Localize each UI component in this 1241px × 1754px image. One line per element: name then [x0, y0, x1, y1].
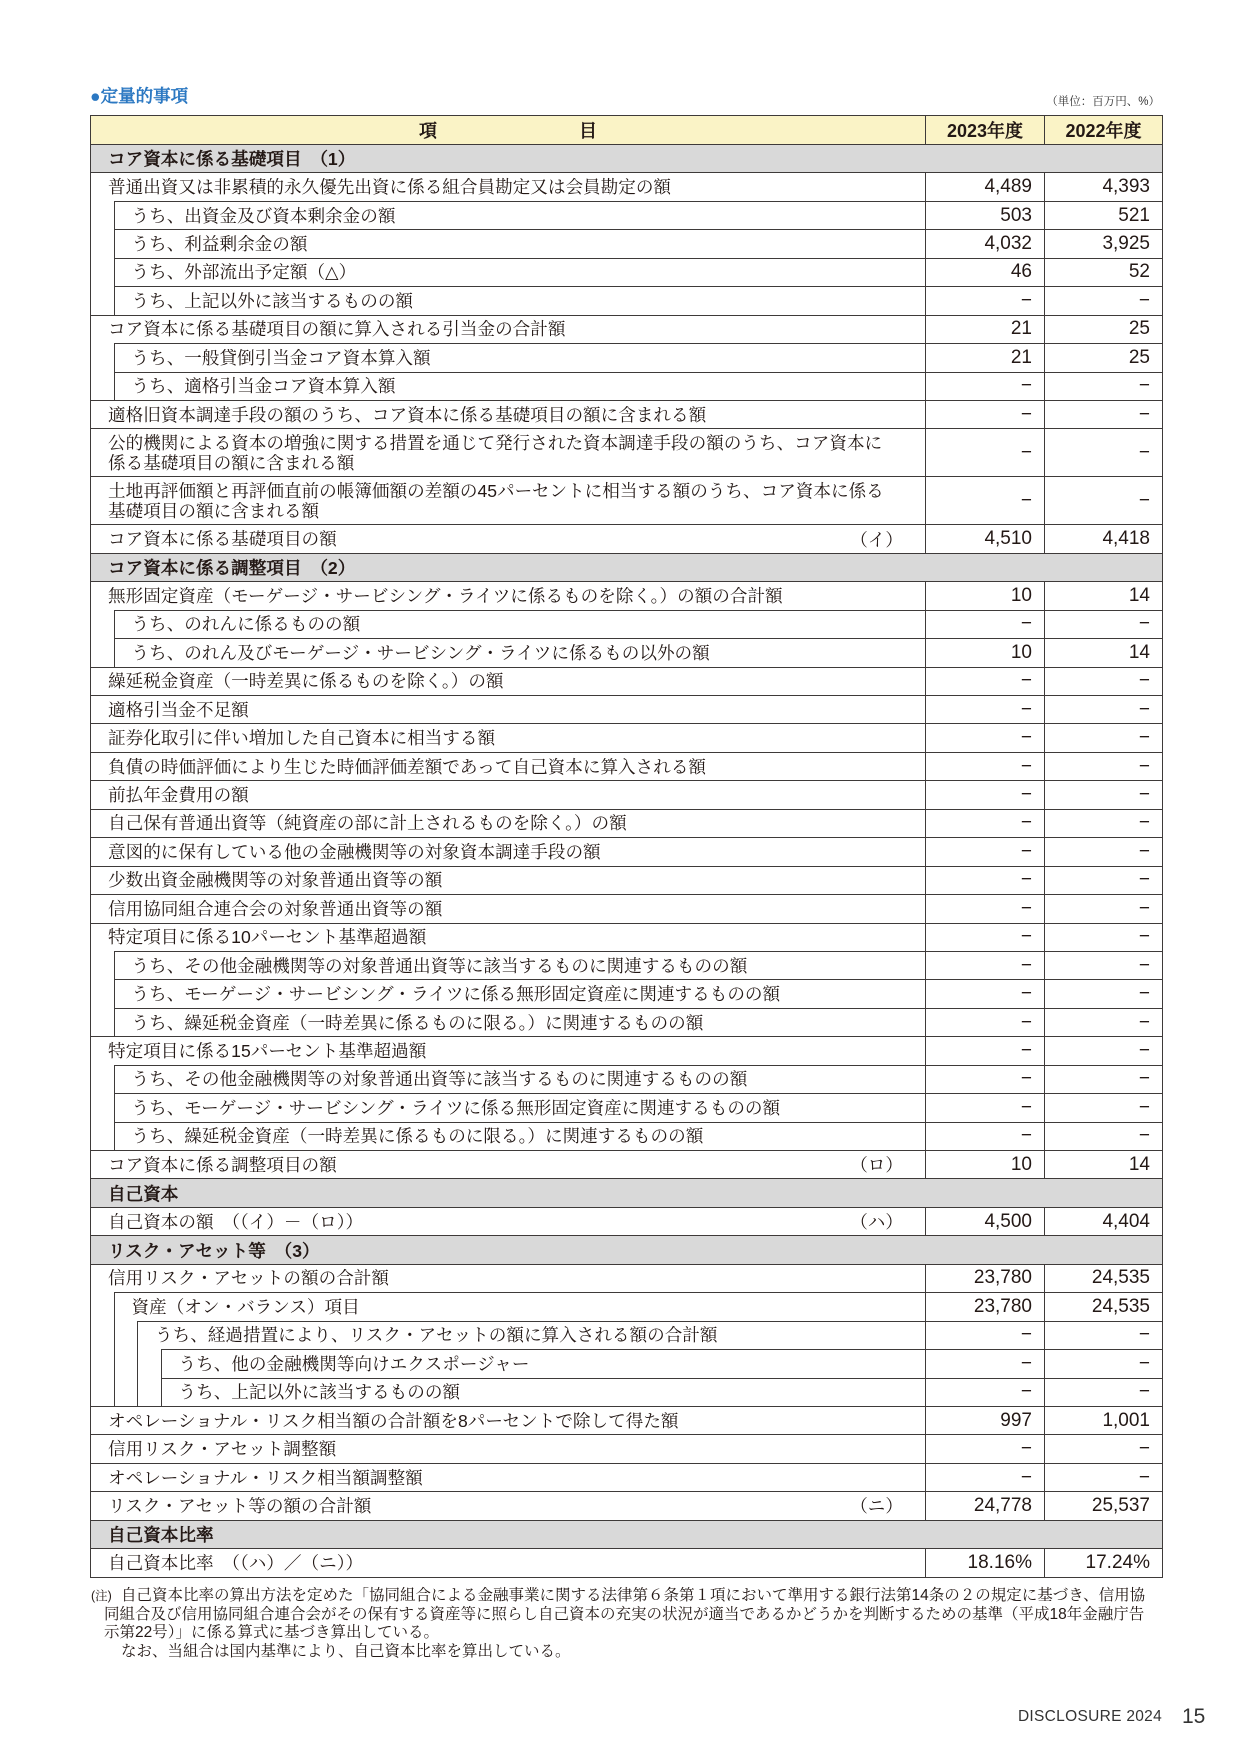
value-fy2022: 14: [1044, 1150, 1162, 1178]
section-header-row: [90, 553, 1162, 581]
value-fy2022: −: [1044, 979, 1162, 1007]
value-fy2022: −: [1044, 723, 1162, 751]
item-label: うち、のれんに係るものの額: [131, 614, 361, 635]
item-label-cell: [90, 809, 925, 837]
item-marker: （イ）: [850, 529, 903, 550]
item-label: 特定項目に係る10パーセント基準超過額: [108, 927, 427, 948]
table-row: [90, 1491, 1162, 1519]
indent-gutter: [90, 951, 114, 979]
indent-gutter: [90, 258, 114, 286]
indent-gutter: [90, 1065, 114, 1093]
table-row: [90, 315, 1162, 343]
value-fy2023: −: [925, 1093, 1044, 1121]
table-row: [90, 1406, 1162, 1434]
value-fy2023: 503: [925, 201, 1044, 229]
page-number: 15: [1182, 1705, 1206, 1728]
item-label: うち、モーゲージ・サービシング・ライツに係る無形固定資産に関連するものの額: [131, 1097, 781, 1118]
value-fy2022: 24,535: [1044, 1264, 1162, 1292]
item-label: 自己資本の額 （（イ）－（ロ））: [108, 1211, 364, 1232]
indent-gutter: [114, 1349, 138, 1377]
table-row: [90, 923, 1162, 951]
item-marker: （ハ）: [850, 1212, 903, 1233]
item-label-cell: [90, 1036, 925, 1064]
sub-item-row: [90, 1093, 1162, 1121]
value-fy2023: −: [925, 286, 1044, 314]
item-label: うち、利益剰余金の額: [131, 234, 308, 255]
table-row: [90, 667, 1162, 695]
value-fy2023: −: [925, 866, 1044, 894]
indent-gutter: [90, 1122, 114, 1150]
value-fy2022: −: [1044, 610, 1162, 638]
item-label-cell: [114, 1292, 926, 1320]
indent-gutter: [90, 1093, 114, 1121]
value-fy2022: −: [1044, 400, 1162, 428]
item-label: 普通出資又は非累積的永久優先出資に係る組合員勘定又は会員勘定の額: [108, 177, 672, 198]
section-title: コア資本に係る調整項目 （2）: [108, 558, 356, 579]
value-fy2022: 521: [1044, 201, 1162, 229]
item-label-cell: [90, 524, 925, 552]
value-fy2022: −: [1044, 1065, 1162, 1093]
table-row: [90, 866, 1162, 894]
value-fy2023: −: [925, 610, 1044, 638]
indent-gutter: [90, 229, 114, 257]
item-label-cell: [114, 372, 926, 400]
value-fy2023: 4,032: [925, 229, 1044, 257]
item-label-cell: [161, 1349, 926, 1377]
item-label: うち、モーゲージ・サービシング・ライツに係る無形固定資産に関連するものの額: [131, 984, 781, 1005]
table-row: [90, 752, 1162, 780]
item-label: オペレーショナル・リスク相当額の合計額を8パーセントで除して得た額: [108, 1410, 679, 1431]
sub-item-row: [90, 610, 1162, 638]
indent-gutter: [90, 343, 114, 371]
section-heading: ●定量的事項: [90, 86, 189, 106]
value-fy2023: 24,778: [925, 1491, 1044, 1519]
value-fy2023: 997: [925, 1406, 1044, 1434]
value-fy2022: −: [1044, 1321, 1162, 1349]
table-row: [90, 780, 1162, 808]
value-fy2022: −: [1044, 286, 1162, 314]
item-label-cell: [90, 1150, 925, 1178]
sub-item-row: [90, 1065, 1162, 1093]
value-fy2022: 4,418: [1044, 524, 1162, 552]
item-label-cell: [114, 1122, 926, 1150]
value-fy2022: 4,393: [1044, 172, 1162, 200]
value-fy2022: −: [1044, 695, 1162, 723]
item-label: うち、適格引当金コア資本算入額: [131, 376, 396, 397]
indent-gutter: [90, 1321, 114, 1349]
table-row: [90, 400, 1162, 428]
item-label-cell: [90, 1264, 925, 1292]
item-label: うち、のれん及びモーゲージ・サービシング・ライツに係るもの以外の額: [131, 642, 710, 663]
item-label: 資産（オン・バランス）項目: [131, 1296, 360, 1317]
item-label: 自己保有普通出資等（純資産の部に計上されるものを除く。）の額: [108, 813, 627, 834]
value-fy2022: −: [1044, 780, 1162, 808]
item-label-cell: [114, 343, 926, 371]
item-label: うち、繰延税金資産（一時差異に係るものに限る。）に関連するものの額: [131, 1012, 704, 1033]
footnote-paragraph: なお、当組合は国内基準により、自己資本比率を算出している。: [121, 1642, 571, 1660]
value-fy2023: −: [925, 1349, 1044, 1377]
value-fy2023: −: [925, 1065, 1044, 1093]
item-label: 土地再評価額と再評価直前の帳簿価額の差額の45パーセントに相当する額のうち、コア資本に係る 基礎項目の額に含まれる額: [108, 480, 884, 521]
value-fy2023: 4,510: [925, 524, 1044, 552]
value-fy2023: −: [925, 923, 1044, 951]
value-fy2023: −: [925, 400, 1044, 428]
item-label: 負債の時価評価により生じた時価評価差額であって自己資本に算入される額: [108, 756, 707, 777]
table-row: [90, 837, 1162, 865]
value-fy2022: 3,925: [1044, 229, 1162, 257]
item-label: うち、繰延税金資産（一時差異に係るものに限る。）に関連するものの額: [131, 1126, 704, 1147]
value-fy2022: −: [1044, 1008, 1162, 1036]
item-label: 意図的に保有している他の金融機関等の対象資本調達手段の額: [108, 841, 601, 862]
item-label-cell: [114, 286, 926, 314]
value-fy2022: −: [1044, 1378, 1162, 1406]
table-header-row: [90, 115, 1162, 144]
sub-item-row: [90, 343, 1162, 371]
value-fy2022: 25,537: [1044, 1491, 1162, 1519]
table-row: [90, 172, 1162, 200]
section-header-row: [90, 1235, 1162, 1263]
table-row: [90, 524, 1162, 552]
item-label: 適格引当金不足額: [108, 699, 249, 720]
footnote-paragraph: 自己資本比率の算出方法を定めた「協同組合による金融事業に関する法律第６条第１項において準用する銀行法第14条の２の規定に基づき、信用協 同組合及び信用協同組合連合会がその保有する資産等に照らし自己資本の充実の状況が適当であるかどうかを判断するための基準（平成18年金融庁告 示第22号）」に係る算式に基づき算出している。: [104, 1587, 1146, 1642]
item-label-cell: [90, 923, 925, 951]
table-row: [90, 695, 1162, 723]
sub-item-row: [90, 1349, 1162, 1377]
item-label-cell: [90, 1548, 925, 1576]
item-label-cell: [114, 638, 926, 666]
item-label-cell: [90, 476, 925, 524]
value-fy2023: 10: [925, 581, 1044, 609]
table-row: [90, 1036, 1162, 1064]
item-label-cell: [114, 229, 926, 257]
indent-gutter: [90, 372, 114, 400]
value-fy2023: −: [925, 667, 1044, 695]
table-row: [90, 894, 1162, 922]
item-label-cell: [90, 1463, 925, 1491]
item-label: オペレーショナル・リスク相当額調整額: [108, 1467, 423, 1488]
item-label: 適格旧資本調達手段の額のうち、コア資本に係る基礎項目の額に含まれる額: [108, 404, 707, 425]
value-fy2023: 23,780: [925, 1292, 1044, 1320]
item-label-cell: [114, 1065, 926, 1093]
item-label-cell: [90, 315, 925, 343]
section-header-row: [90, 1178, 1162, 1206]
item-label-cell: [90, 428, 925, 476]
item-label-cell: [90, 837, 925, 865]
header-item-char: 目: [579, 121, 597, 141]
unit-note: （単位：百万円、%）: [1046, 96, 1160, 108]
value-fy2022: −: [1044, 1036, 1162, 1064]
table-row: [90, 1264, 1162, 1292]
value-fy2023: −: [925, 1036, 1044, 1064]
sub-item-row: [90, 258, 1162, 286]
item-label-cell: [114, 610, 926, 638]
table-row: [90, 1434, 1162, 1462]
sub-item-row: [90, 979, 1162, 1007]
indent-gutter: [137, 1349, 161, 1377]
item-label: うち、経過措置により、リスク・アセットの額に算入される額の合計額: [155, 1325, 718, 1346]
item-label: うち、外部流出予定額（△）: [131, 262, 357, 283]
sub-item-row: [90, 1008, 1162, 1036]
item-label: うち、上記以外に該当するものの額: [178, 1382, 461, 1403]
sub-item-row: [90, 1122, 1162, 1150]
sub-item-row: [90, 951, 1162, 979]
table-row: [90, 428, 1162, 476]
table-row: [90, 1207, 1162, 1235]
value-fy2023: −: [925, 1122, 1044, 1150]
item-label-cell: [90, 1434, 925, 1462]
item-label: コア資本に係る調整項目の額: [108, 1154, 337, 1175]
item-label: 少数出資金融機関等の対象普通出資等の額: [108, 870, 443, 891]
item-label: コア資本に係る基礎項目の額: [108, 529, 337, 550]
item-label-cell: [90, 172, 925, 200]
value-fy2022: −: [1044, 372, 1162, 400]
item-label-cell: [90, 400, 925, 428]
sub-item-row: [90, 1378, 1162, 1406]
item-label-cell: [114, 1093, 926, 1121]
item-label-cell: [114, 201, 926, 229]
indent-gutter: [90, 638, 114, 666]
value-fy2023: 10: [925, 1150, 1044, 1178]
value-fy2022: −: [1044, 428, 1162, 476]
table-row: [90, 723, 1162, 751]
item-label-cell: [90, 1406, 925, 1434]
item-label-cell: [90, 752, 925, 780]
item-label: うち、その他金融機関等の対象普通出資等に該当するものに関連するものの額: [131, 955, 748, 976]
indent-gutter: [90, 201, 114, 229]
header-fy2023: 2023年度: [925, 115, 1044, 144]
value-fy2023: −: [925, 752, 1044, 780]
value-fy2022: −: [1044, 1122, 1162, 1150]
sub-item-row: [90, 1321, 1162, 1349]
value-fy2022: 24,535: [1044, 1292, 1162, 1320]
value-fy2023: −: [925, 1008, 1044, 1036]
indent-gutter: [90, 610, 114, 638]
table-row: [90, 809, 1162, 837]
item-label-cell: [90, 581, 925, 609]
value-fy2022: −: [1044, 1349, 1162, 1377]
item-label: 前払年金費用の額: [108, 785, 249, 806]
item-label: 信用リスク・アセットの額の合計額: [108, 1268, 389, 1289]
value-fy2023: 21: [925, 315, 1044, 343]
value-fy2023: −: [925, 809, 1044, 837]
item-label-cell: [90, 1207, 925, 1235]
value-fy2022: −: [1044, 752, 1162, 780]
table-row: [90, 581, 1162, 609]
indent-gutter: [114, 1321, 138, 1349]
indent-gutter: [90, 979, 114, 1007]
item-label: うち、その他金融機関等の対象普通出資等に該当するものに関連するものの額: [131, 1069, 748, 1090]
item-label-cell: [114, 1008, 926, 1036]
table-body: [90, 144, 1162, 1577]
value-fy2023: −: [925, 1463, 1044, 1491]
value-fy2022: 25: [1044, 343, 1162, 371]
value-fy2022: −: [1044, 837, 1162, 865]
sub-item-row: [90, 372, 1162, 400]
value-fy2023: −: [925, 695, 1044, 723]
item-label-cell: [137, 1321, 925, 1349]
item-label: 特定項目に係る15パーセント基準超過額: [108, 1040, 427, 1061]
value-fy2023: 4,500: [925, 1207, 1044, 1235]
indent-gutter: [114, 1378, 138, 1406]
item-label: 証券化取引に伴い増加した自己資本に相当する額: [108, 728, 496, 749]
item-label: うち、出資金及び資本剰余金の額: [131, 205, 396, 226]
capital-adequacy-table: [90, 115, 1163, 1578]
value-fy2023: −: [925, 780, 1044, 808]
item-label-cell: [90, 894, 925, 922]
value-fy2022: −: [1044, 667, 1162, 695]
table-row: [90, 1150, 1162, 1178]
value-fy2022: 14: [1044, 638, 1162, 666]
item-label: うち、他の金融機関等向けエクスポージャー: [178, 1353, 530, 1374]
item-label-cell: [90, 667, 925, 695]
sub-item-row: [90, 1292, 1162, 1320]
value-fy2022: −: [1044, 923, 1162, 951]
sub-item-row: [90, 638, 1162, 666]
item-label: コア資本に係る基礎項目の額に算入される引当金の合計額: [108, 319, 566, 340]
sub-item-row: [90, 286, 1162, 314]
value-fy2022: −: [1044, 951, 1162, 979]
table-row: [90, 476, 1162, 524]
value-fy2023: −: [925, 476, 1044, 524]
value-fy2023: −: [925, 1434, 1044, 1462]
value-fy2022: 4,404: [1044, 1207, 1162, 1235]
value-fy2023: −: [925, 372, 1044, 400]
value-fy2022: −: [1044, 894, 1162, 922]
table-row: [90, 1548, 1162, 1576]
item-label: うち、上記以外に該当するものの額: [131, 290, 414, 311]
value-fy2022: 17.24%: [1044, 1548, 1162, 1576]
value-fy2023: −: [925, 837, 1044, 865]
value-fy2023: −: [925, 428, 1044, 476]
sub-item-row: [90, 229, 1162, 257]
indent-gutter: [90, 286, 114, 314]
header-fy2022: 2022年度: [1044, 115, 1162, 144]
value-fy2022: −: [1044, 866, 1162, 894]
value-fy2022: −: [1044, 1463, 1162, 1491]
header-item-cell: [90, 115, 925, 144]
value-fy2022: −: [1044, 1093, 1162, 1121]
item-label-cell: [90, 723, 925, 751]
item-label-cell: [90, 780, 925, 808]
indent-gutter: [90, 1008, 114, 1036]
item-label: うち、一般貸倒引当金コア資本算入額: [131, 347, 431, 368]
section-header-row: [90, 144, 1162, 172]
value-fy2023: 4,489: [925, 172, 1044, 200]
section-header-row: [90, 1520, 1162, 1548]
item-label-cell: [90, 1491, 925, 1519]
publication-title: DISCLOSURE 2024: [1017, 1708, 1162, 1725]
item-label: 自己資本比率 （（ハ）／（ニ））: [108, 1552, 364, 1573]
value-fy2022: −: [1044, 1434, 1162, 1462]
value-fy2023: −: [925, 1321, 1044, 1349]
value-fy2023: −: [925, 894, 1044, 922]
item-label: 繰延税金資産（一時差異に係るものを除く。）の額: [108, 671, 504, 692]
indent-gutter: [137, 1378, 161, 1406]
indent-gutter: [90, 1349, 114, 1377]
value-fy2023: 23,780: [925, 1264, 1044, 1292]
item-label-cell: [90, 866, 925, 894]
value-fy2023: −: [925, 979, 1044, 1007]
section-title: 自己資本比率: [108, 1524, 214, 1545]
sub-item-row: [90, 201, 1162, 229]
item-marker: （ニ）: [850, 1496, 903, 1517]
item-label-cell: [90, 695, 925, 723]
value-fy2023: −: [925, 951, 1044, 979]
value-fy2022: 25: [1044, 315, 1162, 343]
item-label: 信用リスク・アセット調整額: [108, 1439, 337, 1460]
table-row: [90, 1463, 1162, 1491]
value-fy2023: −: [925, 723, 1044, 751]
value-fy2022: −: [1044, 809, 1162, 837]
item-label: 公的機関による資本の増強に関する措置を通じて発行された資本調達手段の額のうち、コア資本に 係る基礎項目の額に含まれる額: [108, 432, 883, 473]
value-fy2023: 18.16%: [925, 1548, 1044, 1576]
item-label: 信用協同組合連合会の対象普通出資等の額: [108, 898, 443, 919]
value-fy2023: 46: [925, 258, 1044, 286]
value-fy2022: −: [1044, 476, 1162, 524]
section-title: コア資本に係る基礎項目 （1）: [108, 149, 356, 170]
item-label: 無形固定資産（モーゲージ・サービシング・ライツに係るものを除く。）の額の合計額: [108, 585, 783, 606]
item-label-cell: [114, 951, 926, 979]
value-fy2023: −: [925, 1378, 1044, 1406]
indent-gutter: [90, 1378, 114, 1406]
section-title: リスク・アセット等 （3）: [108, 1240, 320, 1261]
footnote-mark: (注): [91, 1589, 112, 1603]
item-label-cell: [114, 979, 926, 1007]
header-item-char: 項: [419, 121, 437, 141]
footnote: [91, 1587, 1162, 1661]
item-label: リスク・アセット等の額の合計額: [108, 1495, 372, 1516]
value-fy2023: 10: [925, 638, 1044, 666]
value-fy2022: 52: [1044, 258, 1162, 286]
item-marker: （ロ）: [850, 1155, 903, 1176]
item-label-cell: [161, 1378, 926, 1406]
section-title: 自己資本: [108, 1183, 179, 1204]
item-label-cell: [114, 258, 926, 286]
value-fy2022: 14: [1044, 581, 1162, 609]
value-fy2023: 21: [925, 343, 1044, 371]
indent-gutter: [90, 1292, 114, 1320]
value-fy2022: 1,001: [1044, 1406, 1162, 1434]
